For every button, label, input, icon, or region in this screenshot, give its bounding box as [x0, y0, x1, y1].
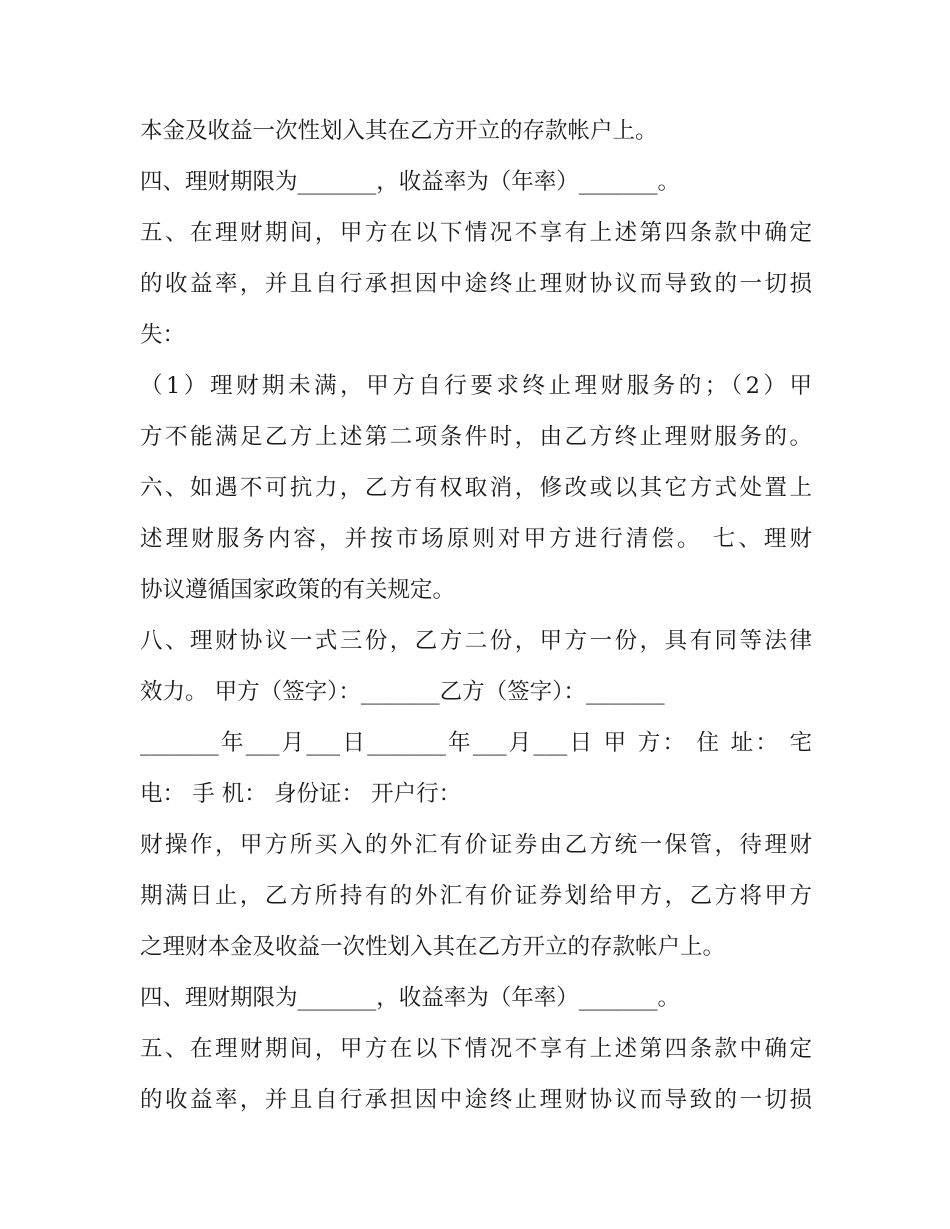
- text-line: 八、理财协议一式三份，乙方二份，甲方一份，具有同等法律: [140, 628, 812, 654]
- text-line: 失：: [140, 322, 186, 348]
- text-line: 本金及收益一次性划入其在乙方开立的存款帐户上。: [140, 118, 658, 144]
- text-line: 协议遵循国家政策的有关规定。: [140, 577, 456, 603]
- text-line: （1）理财期未满，甲方自行要求终止理财服务的；（2）甲: [140, 373, 812, 399]
- text-line: 财操作，甲方所买入的外汇有价证券由乙方统一保管，待理财: [140, 832, 812, 858]
- text-line: 述理财服务内容，并按市场原则对甲方进行清偿。 七、理财: [140, 526, 812, 552]
- text-line: 的收益率，并且自行承担因中途终止理财协议而导致的一切损: [140, 271, 812, 297]
- text-line: 六、如遇不可抗力，乙方有权取消，修改或以其它方式处置上: [140, 475, 812, 501]
- document-body: [140, 106, 812, 1126]
- text-line: 四、理财期限为_______，收益率为（年率）_______。: [140, 169, 681, 195]
- text-line: 期满日止，乙方所持有的外汇有价证券划给甲方，乙方将甲方: [140, 883, 812, 909]
- text-line: 效力。 甲方（签字）：_______乙方（签字）：_______: [140, 679, 665, 705]
- text-line: 电： 手 机： 身份证： 开户行：: [140, 781, 462, 807]
- text-line: 四、理财期限为_______，收益率为（年率）_______。: [140, 985, 681, 1011]
- text-line: 的收益率，并且自行承担因中途终止理财协议而导致的一切损: [140, 1087, 812, 1113]
- text-line: 五、在理财期间，甲方在以下情况不享有上述第四条款中确定: [140, 1036, 812, 1062]
- text-line: 五、在理财期间，甲方在以下情况不享有上述第四条款中确定: [140, 220, 812, 246]
- text-line: _______年___月___日_______年___月___日 甲 方： 住 址： 宅: [140, 730, 812, 756]
- text-line: 方不能满足乙方上述第二项条件时，由乙方终止理财服务的。: [140, 424, 812, 450]
- text-line: 之理财本金及收益一次性划入其在乙方开立的存款帐户上。: [140, 934, 726, 960]
